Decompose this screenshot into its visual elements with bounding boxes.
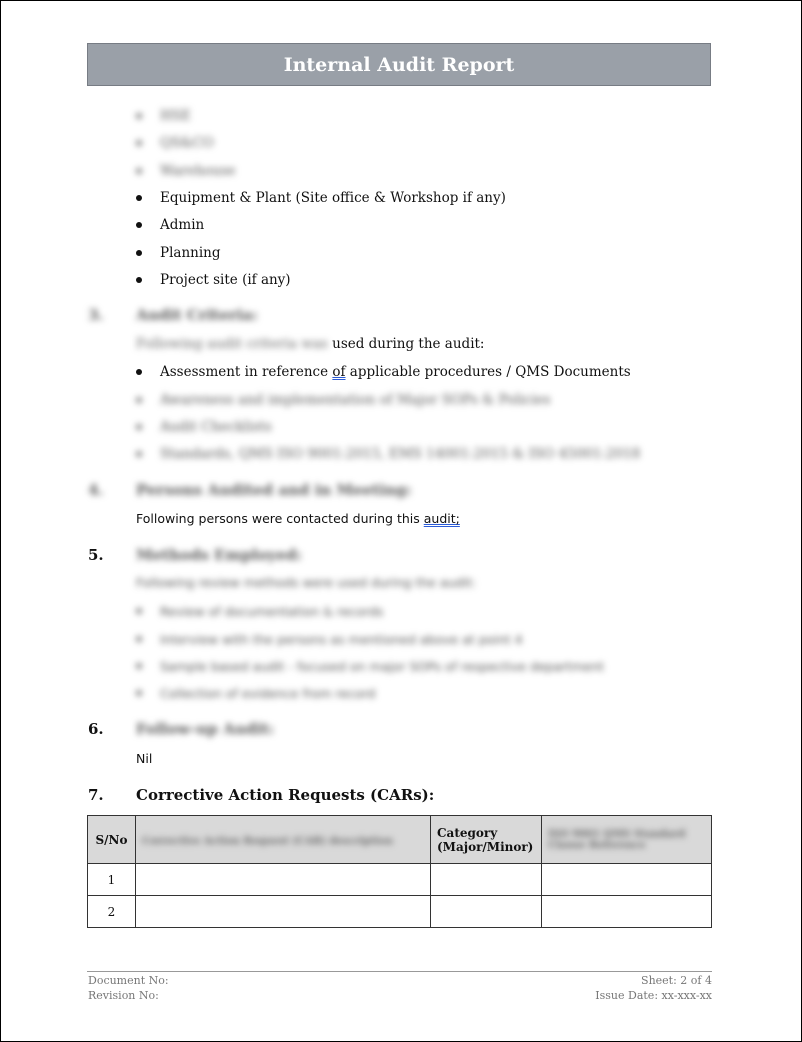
bullet-icon	[136, 195, 142, 201]
footer-revision-no: Revision No:	[88, 989, 159, 1002]
section-4-number: 4.	[88, 481, 104, 499]
column-header-sno: S/No	[88, 816, 136, 864]
bullet-icon	[136, 113, 142, 119]
section-5-title: Methods Employed:	[136, 546, 302, 564]
cell-sno: 1	[88, 864, 136, 896]
section-5-number: 5.	[88, 546, 104, 564]
grammar-flag[interactable]: of	[332, 364, 346, 380]
bullet-icon	[136, 168, 142, 174]
footer-document-no: Document No:	[88, 974, 169, 987]
cars-table	[87, 815, 712, 928]
bullet-icon	[136, 277, 142, 283]
section-4-title: Persons Audited and in Meeting:	[136, 481, 412, 499]
table-row	[88, 864, 712, 896]
cell-category[interactable]	[431, 896, 542, 928]
column-header-category: Category (Major/Minor)	[431, 816, 542, 864]
bullet-icon	[136, 690, 142, 696]
table-header-row	[88, 816, 712, 864]
bullet-icon	[136, 608, 142, 614]
footer-issue-date: Issue Date: xx-xxx-xx	[595, 989, 712, 1002]
footer-divider	[87, 971, 712, 972]
footer-sheet: Sheet: 2 of 4	[641, 974, 712, 987]
cell-category[interactable]	[431, 864, 542, 896]
bullet-icon	[136, 451, 142, 457]
column-header-clause-reference: ISO 9001 QMS Standard Clause Reference	[542, 816, 712, 864]
section-6-title: Follow-up Audit:	[136, 720, 275, 738]
section-6-text: Nil	[136, 751, 153, 766]
column-header-description: Corrective Action Request (CAR) description	[136, 816, 431, 864]
section-7-number: 7.	[88, 786, 104, 804]
bullet-icon	[136, 397, 142, 403]
report-title: Internal Audit Report	[283, 53, 515, 76]
section-3-number: 3.	[88, 306, 104, 324]
cell-description[interactable]	[136, 896, 431, 928]
document-page: Internal Audit Report HSE QS&CO Warehouse Equipment & Plant (Site office & Workshop if any) Admin Planning Project site (if any) 3. Audit Criteria: Following audit criteria was used during the audit: Assessment in reference of applicable procedures / QMS Documents Awareness and implementation of Major SOPs & Policies Audit Checklists Standards, QMS ISO 9001:2015, EMS 14001:2015 & ISO 45001:2018 4. Persons Audited and in Meeting: Following persons were contacted during this audit; 5. Methods Employed: Following review methods were used during the audit: Review of documentation & records Interview with the persons as mentioned above at point 4 Sample based audit - focused on major SOPs of respective department Collection of evidence from record 6. Follow-up Audit: Nil 7. Corrective Action Requests (CARs): S/No Corrective Action Request (CAR) description Category (Major/Minor) ISO 9001 QMS Standard Clause Reference 1 2 Document No: Revision No: Sheet: 2 of 4 Issue Date: xx-xxx-xx	[0, 0, 802, 1042]
cell-clause-reference[interactable]	[542, 864, 712, 896]
cell-description[interactable]	[136, 864, 431, 896]
bullet-icon	[136, 222, 142, 228]
bullet-icon	[136, 250, 142, 256]
section-5-intro: Following review methods were used during the audit:	[136, 575, 476, 590]
section-3-title: Audit Criteria:	[136, 306, 258, 324]
section-7-title: Corrective Action Requests (CARs):	[136, 786, 435, 804]
bullet-icon	[136, 424, 142, 430]
cell-clause-reference[interactable]	[542, 896, 712, 928]
section-4-text: Following persons were contacted during this audit;	[136, 511, 460, 526]
bullet-icon	[136, 636, 142, 642]
bullet-icon	[136, 663, 142, 669]
bullet-icon	[136, 369, 142, 375]
bullet-icon	[136, 140, 142, 146]
cell-sno: 2	[88, 896, 136, 928]
section-3-intro: Following audit criteria was used during the audit:	[136, 336, 485, 352]
report-title-bar	[87, 43, 711, 86]
grammar-flag[interactable]: audit;	[423, 511, 460, 526]
section-6-number: 6.	[88, 720, 104, 738]
table-row	[88, 896, 712, 928]
